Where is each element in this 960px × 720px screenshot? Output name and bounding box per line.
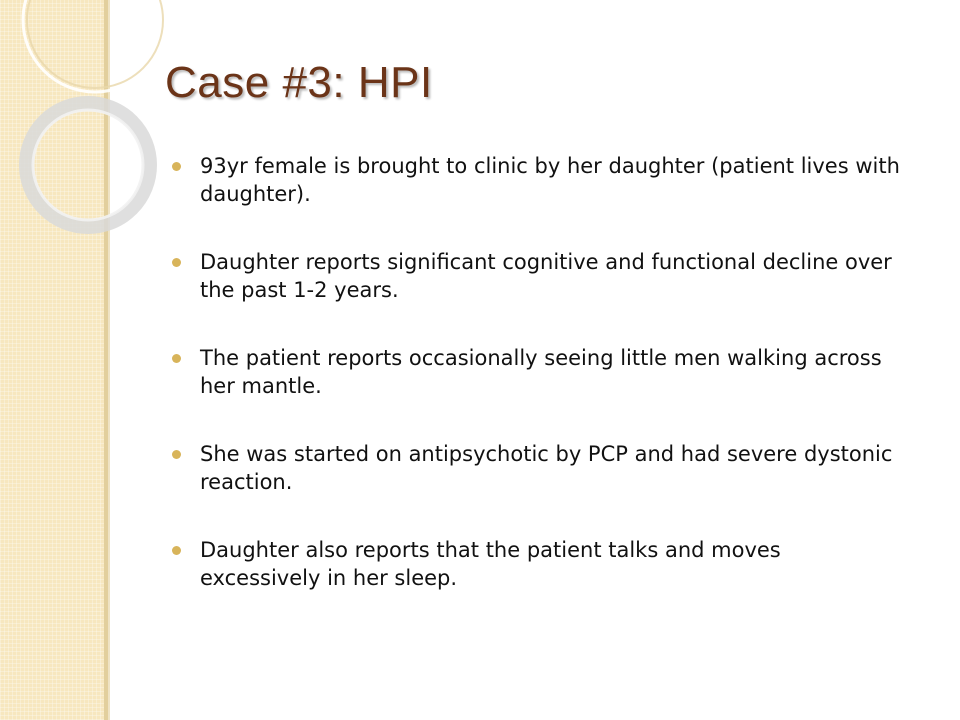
bullet-text: Daughter also reports that the patient talks and moves excessively in her sleep. (200, 538, 781, 590)
bullet-text: Daughter reports significant cognitive and functional decline over the past 1-2 years. (200, 250, 892, 302)
bullet-dot-icon (172, 450, 181, 459)
large-ring (23, 0, 167, 92)
decorative-rings-icon (0, 0, 200, 260)
bullet-list (172, 152, 902, 632)
bullet-item (172, 248, 902, 304)
bullet-item (172, 344, 902, 400)
bullet-item (172, 440, 902, 496)
bullet-dot-icon (172, 162, 181, 171)
bullet-item (172, 536, 902, 592)
bullet-dot-icon (172, 258, 181, 267)
bullet-text: 93yr female is brought to clinic by her daughter (patient lives with daughter). (200, 154, 900, 206)
bullet-text: The patient reports occasionally seeing little men walking across her mantle. (200, 346, 882, 398)
bullet-dot-icon (172, 354, 181, 363)
small-ring-highlight (33, 110, 143, 220)
small-ring (26, 103, 150, 227)
slide-title: Case #3: HPI (165, 58, 433, 107)
bullet-item (172, 152, 902, 208)
bullet-text: She was started on antipsychotic by PCP and had severe dystonic reaction. (200, 442, 893, 494)
bullet-dot-icon (172, 546, 181, 555)
